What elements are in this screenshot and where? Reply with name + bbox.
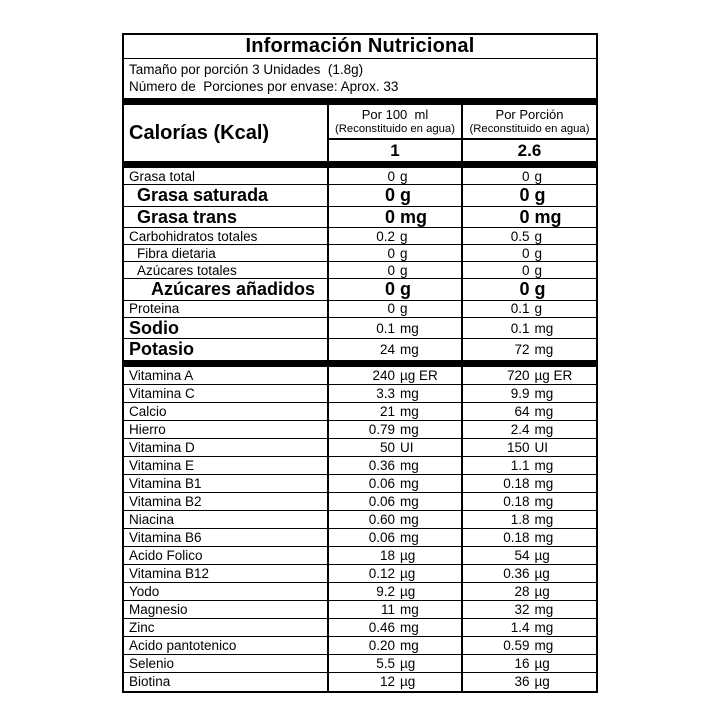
nutrient-label: Carbohidratos totales <box>129 228 258 244</box>
calories-value-per-portion: 2.6 <box>517 140 542 160</box>
nutrient-value: 150 <box>506 439 530 455</box>
nutrient-label: Magnesio <box>129 601 188 617</box>
value-cell-per-portion <box>461 637 596 654</box>
nutrient-unit: UI <box>534 439 548 455</box>
nutrient-unit: mg <box>534 601 554 617</box>
nutrient-unit: µg <box>534 583 550 599</box>
nutrient-unit: g <box>534 168 543 184</box>
value-cell-per-100ml <box>327 547 461 564</box>
nutrient-row <box>124 245 596 262</box>
nutrient-unit: g <box>534 228 543 244</box>
nutrient-unit: g <box>534 185 546 205</box>
nutrient-value: 0.06 <box>368 529 395 545</box>
nutrient-value: 0.60 <box>368 511 395 527</box>
nutrient-unit: mg <box>534 403 554 419</box>
value-cell-per-100ml <box>327 262 461 278</box>
nutrient-label: Hierro <box>129 421 166 437</box>
nutrient-label: Proteina <box>129 301 180 316</box>
nutrient-row <box>124 339 596 360</box>
nutrient-row <box>124 421 596 439</box>
value-cell-per-portion <box>461 228 596 244</box>
nutrient-label: Vitamina B1 <box>129 475 202 491</box>
nutrient-label: Sodio <box>129 317 179 338</box>
nutrient-row <box>124 228 596 245</box>
nutrient-unit: mg <box>534 206 562 227</box>
nutrient-value: 0.5 <box>510 228 530 244</box>
nutrient-row <box>124 207 596 229</box>
nutrient-label: Vitamina C <box>129 385 195 401</box>
value-cell-per-100ml <box>327 318 461 339</box>
column-subheader: (Reconstituido en agua) <box>469 123 590 135</box>
nutrient-value: 0.2 <box>376 228 395 244</box>
value-cell-per-100ml <box>327 367 461 384</box>
nutrient-value: 0 <box>519 206 530 227</box>
nutrient-row <box>124 439 596 457</box>
nutrient-value: 0 <box>521 168 530 184</box>
value-cell-per-portion <box>461 339 596 360</box>
nutrient-unit: mg <box>400 421 419 437</box>
nutrient-row <box>124 493 596 511</box>
nutrient-unit: g <box>400 245 408 261</box>
nutrient-value: 0.36 <box>368 457 395 473</box>
value-cell-per-100ml <box>327 673 461 691</box>
nutrient-row <box>124 529 596 547</box>
nutrient-unit: mg <box>400 475 419 491</box>
nutrient-value: 72 <box>514 341 530 357</box>
nutrient-value: 0 <box>387 262 395 278</box>
value-cell-per-portion <box>461 547 596 564</box>
nutrient-unit: mg <box>534 475 554 491</box>
nutrient-unit: mg <box>534 320 554 336</box>
nutrient-unit: mg <box>400 341 419 357</box>
column-header: Por 100 ml <box>361 107 429 122</box>
serving-info <box>124 59 596 98</box>
nutrient-row <box>124 367 596 385</box>
value-cell-per-100ml <box>327 385 461 402</box>
value-cell-per-100ml <box>327 228 461 244</box>
nutrient-unit: mg <box>534 341 554 357</box>
nutrient-value: 0 <box>519 185 530 205</box>
nutrient-value: 36 <box>514 674 530 689</box>
nutrient-value: 0 <box>519 279 530 299</box>
value-cell-per-portion <box>461 529 596 546</box>
nutrient-row <box>124 655 596 673</box>
nutrient-label: Vitamina E <box>129 457 195 473</box>
nutrient-value: 54 <box>514 547 530 563</box>
calories-label: Calorías (Kcal) <box>129 121 270 144</box>
nutrient-unit: µg <box>534 565 550 581</box>
value-cell-per-100ml <box>327 493 461 510</box>
nutrient-unit: µg <box>534 547 550 563</box>
nutrient-value: 50 <box>379 439 395 455</box>
nutrient-value: 12 <box>379 674 395 689</box>
value-cell-per-100ml <box>327 511 461 528</box>
value-cell-per-portion <box>461 583 596 600</box>
value-cell-per-portion <box>461 385 596 402</box>
nutrient-value: 2.4 <box>510 421 530 437</box>
nutrient-unit: mg <box>534 385 554 401</box>
nutrient-unit: g <box>400 168 408 184</box>
nutrient-row <box>124 301 596 318</box>
column-per-100ml <box>327 105 461 161</box>
value-cell-per-100ml <box>327 403 461 420</box>
value-cell-per-portion <box>461 185 596 206</box>
nutrient-label: Azúcares totales <box>137 262 237 278</box>
nutrient-value: 0 <box>387 301 395 316</box>
nutrient-unit: mg <box>400 529 419 545</box>
nutrient-row <box>124 601 596 619</box>
nutrient-value: 24 <box>379 341 395 357</box>
value-cell-per-100ml <box>327 421 461 438</box>
value-cell-per-portion <box>461 457 596 474</box>
value-cell-per-100ml <box>327 439 461 456</box>
value-cell-per-portion <box>461 619 596 636</box>
nutrient-value: 1.4 <box>510 619 530 635</box>
value-cell-per-portion <box>461 439 596 456</box>
nutrient-unit: µg <box>534 674 550 689</box>
macronutrient-rows <box>124 168 596 360</box>
nutrient-row <box>124 637 596 655</box>
nutrient-row <box>124 279 596 301</box>
nutrient-label: Vitamina B2 <box>129 493 202 509</box>
value-cell-per-100ml <box>327 565 461 582</box>
nutrient-value: 1.1 <box>510 457 530 473</box>
column-header: Por Porción <box>495 107 564 122</box>
nutrient-value: 0.12 <box>368 565 395 581</box>
column-subheader: (Reconstituido en agua) <box>335 123 455 135</box>
value-cell-per-portion <box>461 403 596 420</box>
nutrient-unit: mg <box>534 529 554 545</box>
value-cell-per-portion <box>461 301 596 317</box>
nutrient-value: 64 <box>514 403 530 419</box>
nutrient-unit: mg <box>400 493 419 509</box>
nutrient-row <box>124 565 596 583</box>
nutrient-label: Acido Folico <box>129 547 203 563</box>
nutrient-unit: mg <box>400 206 427 227</box>
nutrient-label: Zinc <box>129 619 155 635</box>
nutrient-unit: g <box>534 245 543 261</box>
nutrient-row <box>124 475 596 493</box>
value-cell-per-portion <box>461 279 596 300</box>
nutrient-value: 0.1 <box>376 320 395 336</box>
nutrient-label: Grasa total <box>129 168 196 184</box>
nutrient-unit: mg <box>400 320 419 336</box>
nutrient-unit: mg <box>400 385 419 401</box>
nutrient-value: 9.2 <box>376 583 395 599</box>
value-cell-per-portion <box>461 565 596 582</box>
value-cell-per-100ml <box>327 601 461 618</box>
serving-size-line: Tamaño por porción 3 Unidades (1.8g) <box>129 62 364 77</box>
nutrient-value: 0 <box>387 245 395 261</box>
value-cell-per-100ml <box>327 655 461 672</box>
section-divider-bar <box>124 98 596 105</box>
nutrient-unit: mg <box>400 403 419 419</box>
nutrient-unit: mg <box>534 619 554 635</box>
nutrient-label: Niacina <box>129 511 175 527</box>
nutrient-unit: mg <box>534 511 554 527</box>
value-cell-per-portion <box>461 493 596 510</box>
nutrient-row <box>124 185 596 207</box>
nutrient-value: 720 <box>506 367 530 383</box>
nutrient-unit: mg <box>534 421 554 437</box>
nutrient-value: 11 <box>380 601 395 617</box>
nutrient-row <box>124 583 596 601</box>
nutrient-label: Vitamina D <box>129 439 195 455</box>
nutrient-value: 0.36 <box>503 565 530 581</box>
nutrient-unit: mg <box>400 637 419 653</box>
nutrient-unit: g <box>400 279 411 299</box>
nutrient-unit: g <box>534 262 543 278</box>
nutrient-value: 0.79 <box>368 421 395 437</box>
nutrient-value: 28 <box>514 583 530 599</box>
nutrient-value: 0 <box>521 245 530 261</box>
column-per-portion <box>461 105 596 161</box>
nutrient-value: 16 <box>514 655 530 671</box>
value-cell-per-100ml <box>327 279 461 300</box>
value-cell-per-portion <box>461 262 596 278</box>
nutrient-value: 21 <box>379 403 395 419</box>
nutrient-unit: µg <box>400 674 416 689</box>
nutrient-label: Acido pantotenico <box>129 637 237 653</box>
nutrient-row <box>124 457 596 475</box>
nutrient-unit: mg <box>534 457 554 473</box>
nutrient-value: 0.18 <box>503 493 530 509</box>
nutrient-label: Calcio <box>129 403 167 419</box>
value-cell-per-100ml <box>327 207 461 228</box>
nutrient-value: 0 <box>384 185 395 205</box>
nutrient-value: 0.06 <box>368 475 395 491</box>
value-cell-per-100ml <box>327 168 461 184</box>
nutrient-row <box>124 168 596 185</box>
nutrient-unit: g <box>400 301 408 316</box>
nutrient-value: 0.46 <box>368 619 395 635</box>
nutrient-unit: UI <box>400 439 414 455</box>
value-cell-per-portion <box>461 655 596 672</box>
nutrient-label: Azúcares añadidos <box>151 279 316 299</box>
nutrient-row <box>124 673 596 691</box>
nutrient-unit: µg <box>400 565 416 581</box>
nutrient-value: 240 <box>372 367 395 383</box>
nutrient-row <box>124 262 596 279</box>
nutrient-value: 5.5 <box>376 655 395 671</box>
nutrient-unit: µg ER <box>534 367 573 383</box>
nutrient-value: 0.18 <box>503 475 530 491</box>
nutrient-unit: g <box>400 185 411 205</box>
nutrient-unit: g <box>534 301 543 316</box>
nutrient-row <box>124 318 596 339</box>
nutrient-label: Grasa trans <box>137 206 238 227</box>
nutrient-value: 0.1 <box>510 301 530 316</box>
value-cell-per-portion <box>461 318 596 339</box>
servings-per-container-line: Número de Porciones por envase: Aprox. 33 <box>129 79 399 94</box>
value-cell-per-100ml <box>327 475 461 492</box>
value-cell-per-100ml <box>327 245 461 261</box>
nutrient-unit: g <box>400 262 408 278</box>
nutrient-label: Vitamina B12 <box>129 565 210 581</box>
nutrient-value: 0.1 <box>510 320 530 336</box>
nutrient-label: Selenio <box>129 655 175 671</box>
table-title: Información Nutricional <box>124 35 596 59</box>
nutrient-unit: mg <box>400 619 419 635</box>
value-cell-per-portion <box>461 601 596 618</box>
nutrient-unit: g <box>534 279 546 299</box>
nutrient-value: 3.3 <box>376 385 395 401</box>
value-cell-per-100ml <box>327 583 461 600</box>
nutrient-row <box>124 385 596 403</box>
nutrient-value: 0 <box>521 262 530 278</box>
value-cell-per-100ml <box>327 529 461 546</box>
nutrient-unit: µg <box>400 583 416 599</box>
value-cell-per-portion <box>461 245 596 261</box>
nutrient-label: Potasio <box>129 338 195 359</box>
value-cell-per-portion <box>461 511 596 528</box>
value-cell-per-100ml <box>327 637 461 654</box>
nutrient-value: 0 <box>384 279 395 299</box>
value-cell-per-100ml <box>327 339 461 360</box>
nutrient-unit: mg <box>534 493 554 509</box>
value-cell-per-100ml <box>327 619 461 636</box>
value-cell-per-100ml <box>327 301 461 317</box>
calories-header <box>124 105 596 161</box>
nutrition-facts-table <box>122 33 598 693</box>
nutrient-label: Grasa saturada <box>137 185 269 205</box>
nutrient-value: 0.20 <box>368 637 395 653</box>
value-cell-per-portion <box>461 475 596 492</box>
nutrient-value: 1.8 <box>510 511 530 527</box>
calories-value-per-100ml: 1 <box>390 140 400 160</box>
nutrient-value: 0 <box>387 168 395 184</box>
nutrient-unit: µg <box>400 655 416 671</box>
nutrient-value: 0.06 <box>368 493 395 509</box>
micronutrient-rows <box>124 367 596 691</box>
value-cell-per-portion <box>461 421 596 438</box>
value-cell-per-100ml <box>327 185 461 206</box>
nutrient-unit: mg <box>534 637 554 653</box>
nutrient-value: 0.18 <box>503 529 530 545</box>
nutrient-value: 32 <box>514 601 530 617</box>
nutrient-value: 0.59 <box>503 637 530 653</box>
nutrient-unit: µg <box>534 655 550 671</box>
nutrient-unit: µg <box>400 547 416 563</box>
nutrient-row <box>124 619 596 637</box>
nutrient-label: Vitamina B6 <box>129 529 202 545</box>
section-divider-bar <box>124 161 596 168</box>
nutrient-unit: mg <box>400 457 419 473</box>
nutrient-unit: mg <box>400 601 419 617</box>
nutrient-unit: g <box>400 228 408 244</box>
value-cell-per-100ml <box>327 457 461 474</box>
value-cell-per-portion <box>461 207 596 228</box>
nutrient-label: Yodo <box>129 583 160 599</box>
value-cell-per-portion <box>461 168 596 184</box>
nutrient-unit: µg ER <box>400 367 438 383</box>
value-cell-per-portion <box>461 673 596 691</box>
nutrient-value: 18 <box>379 547 395 563</box>
nutrient-row <box>124 403 596 421</box>
value-cell-per-portion <box>461 367 596 384</box>
nutrient-label: Biotina <box>129 674 171 689</box>
nutrient-row <box>124 511 596 529</box>
nutrient-value: 0 <box>384 206 395 227</box>
nutrient-value: 9.9 <box>510 385 530 401</box>
nutrient-label: Vitamina A <box>129 367 194 383</box>
section-divider-bar <box>124 360 596 367</box>
nutrient-unit: mg <box>400 511 419 527</box>
nutrient-label: Fibra dietaria <box>137 245 216 261</box>
nutrient-row <box>124 547 596 565</box>
